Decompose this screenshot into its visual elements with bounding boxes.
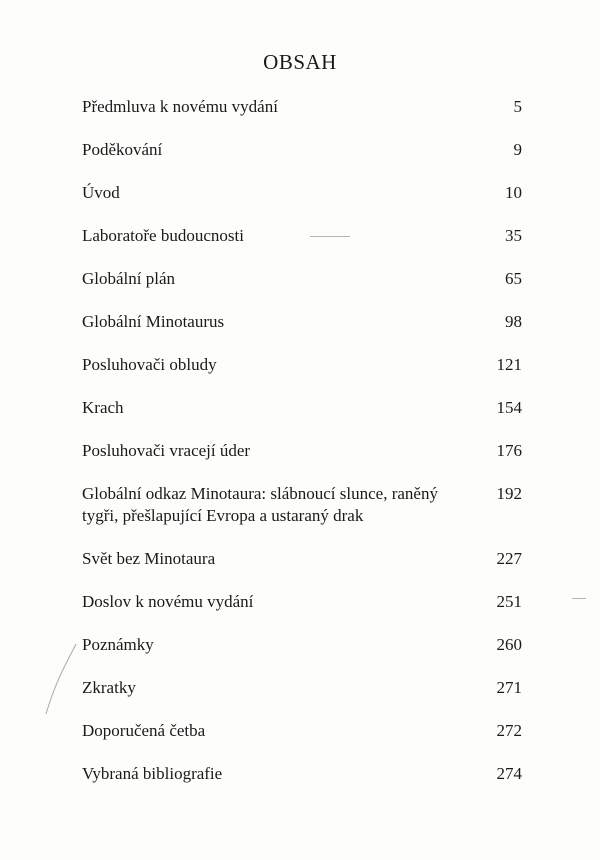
toc-entry [82,720,522,742]
toc-entry [82,634,522,656]
toc-entry-page: 9 [513,140,522,159]
toc-entry [82,182,522,204]
toc-entry-title: Globální Minotaurus [82,312,225,331]
toc-entry-page: 176 [496,441,522,460]
toc-entry-page: 260 [496,635,522,654]
toc-entry-title: Poznámky [82,635,154,654]
toc-entry [82,354,522,376]
toc-entry-title: Předmluva k novému vydání [82,97,278,116]
toc-entry-title: Úvod [82,183,120,202]
toc-entry-title: Zkratky [82,678,136,697]
toc-entry-page: 271 [496,678,522,697]
toc-entry [82,311,522,333]
toc-entry [82,591,522,613]
toc-entry [82,96,522,118]
toc-entry [82,225,522,247]
toc-entry [82,268,522,290]
toc-entry-page: 5 [513,97,522,116]
table-of-contents [82,96,522,806]
toc-entry-title: Laboratoře budoucnosti [82,226,244,245]
toc-entry-page: 192 [496,484,522,503]
toc-entry-title: Krach [82,398,124,417]
toc-entry-title: Globální plán [82,269,176,288]
scan-mark [310,236,350,237]
toc-entry [82,548,522,570]
toc-entry [82,139,522,161]
toc-entry-title: Vybraná bibliografie [82,764,223,783]
toc-entry-page: 65 [505,269,522,288]
toc-entry-page: 251 [496,592,522,611]
toc-entry-page: 227 [496,549,522,568]
toc-entry-title: Svět bez Minotaura [82,549,216,568]
toc-entry [82,483,522,527]
toc-entry [82,397,522,419]
scan-mark [40,640,80,720]
toc-entry-title: Doporučená četba [82,721,206,740]
toc-entry-page: 154 [496,398,522,417]
toc-entry-page: 10 [505,183,522,202]
toc-entry-title: Posluhovači obludy [82,355,217,374]
toc-entry-page: 272 [496,721,522,740]
toc-entry-page: 98 [505,312,522,331]
toc-entry-page: 274 [496,764,522,783]
toc-entry-title: Poděkování [82,140,163,159]
toc-entry [82,440,522,462]
toc-entry-page: 35 [505,226,522,245]
toc-entry-title: Posluhovači vracejí úder [82,441,251,460]
toc-entry-page: 121 [496,355,522,374]
toc-entry-title: Globální odkaz Minotaura: slábnoucí slunce, raněný tygři, přešlapující Evropa a ustaraný drak [82,484,438,525]
toc-entry [82,763,522,785]
scan-mark [572,598,586,599]
toc-entry [82,677,522,699]
toc-entry-title: Doslov k novému vydání [82,592,254,611]
page-title: OBSAH [263,50,337,74]
